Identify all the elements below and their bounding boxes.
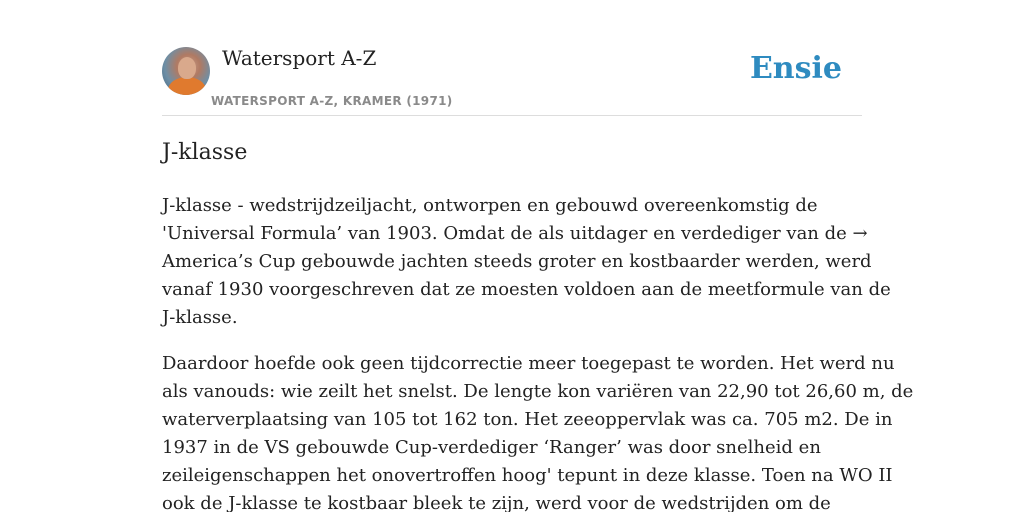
author-avatar[interactable] <box>162 47 210 95</box>
header <box>162 46 862 116</box>
text-line: zeileigenschappen het onovertroffen hoog' tepunt in deze klasse. Toen na WO II <box>162 465 893 486</box>
avatar-body-shape <box>168 77 206 95</box>
text-line: waterverplaatsing van 105 tot 162 ton. Het zeeoppervlak was ca. 705 m2. De in <box>162 409 893 430</box>
site-title[interactable]: Watersport A-Z <box>222 46 377 70</box>
paragraph-2 <box>162 350 914 512</box>
text-line: als vanouds: wie zeilt het snelst. De lengte kon variëren van 22,90 tot 26,60 m, de <box>162 381 914 402</box>
paragraph-1 <box>162 192 891 332</box>
text-line: Daardoor hoefde ook geen tijdcorrectie meer toegepast te worden. Het werd nu <box>162 353 895 374</box>
header-divider <box>162 115 862 116</box>
article-title: J-klasse <box>162 140 248 165</box>
source-label[interactable]: WATERSPORT A-Z, KRAMER (1971) <box>211 94 453 108</box>
avatar-face-shape <box>178 57 196 79</box>
text-line: 'Universal Formula’ van 1903. Omdat de als uitdager en verdediger van de → <box>162 223 868 244</box>
brand-logo[interactable]: Ensie <box>749 51 842 86</box>
text-line: 1937 in de VS gebouwde Cup-verdediger ‘Ranger’ was door snelheid en <box>162 437 821 458</box>
text-line: America’s Cup gebouwde jachten steeds groter en kostbaarder werden, werd <box>162 251 872 272</box>
text-line: J-klasse. <box>162 307 238 328</box>
text-line: J-klasse - wedstrijdzeiljacht, ontworpen en gebouwd overeenkomstig de <box>162 195 818 216</box>
text-line: vanaf 1930 voorgeschreven dat ze moesten voldoen aan de meetformule van de <box>162 279 891 300</box>
article-body <box>162 192 914 512</box>
text-line: ook de J-klasse te kostbaar bleek te zijn, werd voor de wedstrijden om de <box>162 493 831 512</box>
